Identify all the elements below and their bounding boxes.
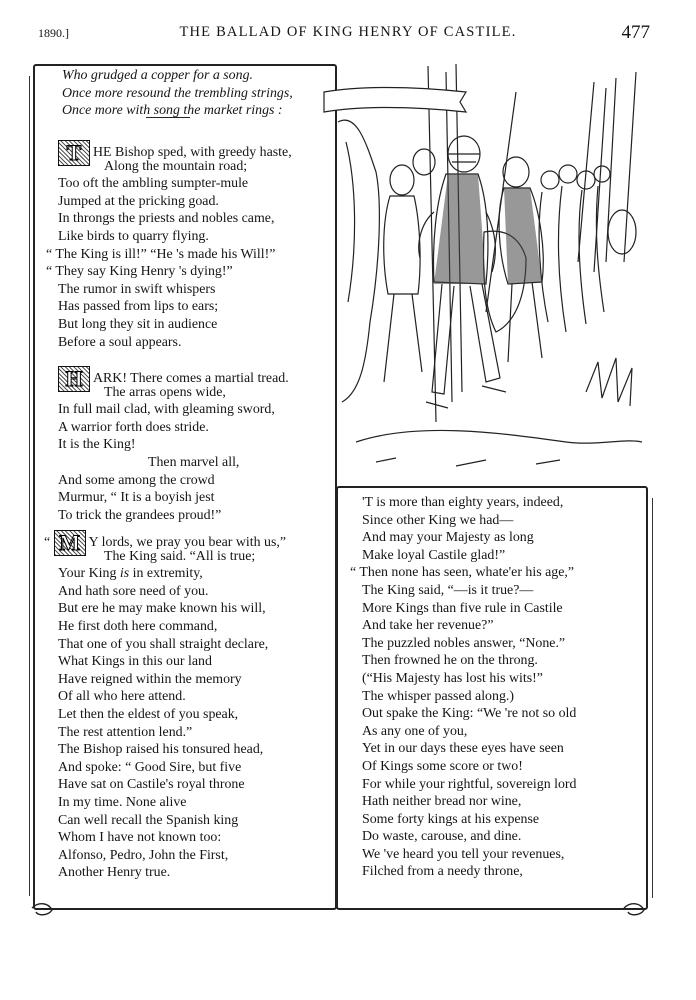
stanza-first-line [58, 366, 328, 391]
intro-line: Once more with song the market rings : [62, 103, 283, 119]
verse-line: In my time. None alive [58, 794, 187, 810]
verse-line: Of all who here attend. [58, 689, 186, 705]
verse-line: In full mail clad, with gleaming sword, [58, 402, 275, 418]
divider [146, 117, 190, 118]
verse-line: Have sat on Castile's royal throne [58, 777, 245, 793]
stanza-first-line [44, 530, 328, 555]
verse-line: The King said, “—is it true?— [362, 582, 534, 598]
verse-line: That one of you shall straight declare, [58, 636, 269, 652]
drop-cap: T [58, 140, 90, 166]
verse-line: Have reigned within the memory [58, 671, 242, 687]
verse-line: Like birds to quarry flying. [58, 228, 209, 244]
verse-line: Too oft the ambling sumpter-mule [58, 176, 249, 192]
verse-line: And spoke: “ Good Sire, but five [58, 759, 242, 775]
verse-line: The rumor in swift whispers [58, 281, 216, 297]
verse-line: He first doth here command, [58, 618, 218, 634]
verse-line: But ere he may make known his will, [58, 601, 266, 617]
verse-line: Some forty kings at his expense [362, 811, 540, 827]
verse-line: The Bishop raised his tonsured head, [58, 742, 264, 758]
verse-line: Do waste, carouse, and dine. [362, 829, 522, 845]
verse-line: The arras opens wide, [104, 384, 226, 400]
verse-line: Out spake the King: “We 're not so old [362, 706, 577, 722]
right-column [350, 494, 637, 881]
verse-line: But long they sit in audience [58, 316, 218, 332]
verse-line: It is the King! [58, 437, 136, 453]
stanza-2 [58, 366, 328, 524]
verse-line: More Kings than five rule in Castile [362, 600, 563, 616]
scroll-ornament [28, 900, 648, 920]
intro-line: Who grudged a copper for a song. [62, 68, 253, 83]
verse-line: Another Henry true. [58, 865, 171, 881]
drop-cap: H [58, 366, 90, 392]
verse-line: (“His Majesty has lost his wits!” [362, 670, 543, 686]
verse-line: Let then the eldest of you speak, [58, 706, 239, 722]
verse-line: Along the mountain road; [104, 158, 248, 174]
verse-line: Jumped at the pricking goad. [58, 193, 219, 209]
stanza-1 [46, 140, 328, 351]
verse-line: The King said. “All is true; [104, 548, 256, 564]
verse-line: Of Kings some score or two! [362, 758, 523, 774]
verse-line: “ The King is ill!” “He 's made his Will!” [46, 246, 276, 262]
verse-line: The whisper passed along.) [362, 688, 514, 704]
verse-line: To trick the grandees proud!” [58, 507, 222, 523]
header-title: THE BALLAD OF KING HENRY OF CASTILE. [179, 24, 517, 40]
verse-line: Alfonso, Pedro, John the First, [58, 847, 229, 863]
verse-line: Yet in our days these eyes have seen [362, 741, 564, 757]
first-line-text: Y lords, we pray you bear with us,” [88, 535, 287, 550]
verse-line: Then marvel all, [148, 454, 240, 470]
first-line-text: HE Bishop sped, with greedy haste, [93, 145, 292, 160]
verse-line: The puzzled nobles answer, “None.” [362, 635, 566, 651]
verse-line: Then frowned he on the throng. [362, 653, 538, 669]
intro-line: Once more resound the trembling strings, [62, 85, 293, 101]
verse-line: The rest attention lend.” [58, 724, 193, 740]
verse-line: Filched from a needy throne, [362, 864, 523, 880]
verse-line: And some among the crowd [58, 472, 215, 488]
verse-line: And take her revenue?” [362, 618, 494, 634]
verse-line: “ Then none has seen, whate'er his age,” [350, 565, 575, 581]
verse-line: Your King is in extremity, [58, 566, 203, 582]
verse-line: Make loyal Castile glad!” [362, 547, 506, 563]
drop-cap: M [54, 530, 86, 556]
verse-line: Whom I have not known too: [58, 830, 222, 846]
page-number: 477 [621, 22, 650, 43]
verse-line: “ They say King Henry 's dying!” [46, 264, 233, 280]
header-year: 1890.] [38, 26, 69, 40]
verse-line: Hath neither bread nor wine, [362, 794, 522, 810]
verse-line: Murmur, “ It is a boyish jest [58, 490, 215, 506]
verse-line: As any one of you, [362, 723, 468, 739]
verse-line: Since other King we had— [362, 512, 514, 528]
verse-line: Has passed from lips to ears; [58, 299, 219, 315]
verse-line: And may your Majesty as long [362, 530, 534, 546]
verse-line: Before a soul appears. [58, 334, 182, 350]
verse-line: And hath sore need of you. [58, 583, 209, 599]
verse-line: We 've heard you tell your revenues, [362, 846, 565, 862]
stanza-3 [44, 530, 328, 882]
open-quote: “ [44, 535, 51, 550]
first-line-text: ARK! There comes a martial tread. [93, 371, 289, 386]
page-header [0, 22, 696, 46]
stanza-first-line [58, 140, 328, 165]
verse-line: What Kings in this our land [58, 654, 212, 670]
banner-ornament [320, 84, 470, 124]
verse-line: In throngs the priests and nobles came, [58, 211, 275, 227]
verse-line: Can well recall the Spanish king [58, 812, 239, 828]
verse-line: 'T is more than eighty years, indeed, [362, 495, 564, 510]
verse-line: For while your rightful, sovereign lord [362, 776, 577, 792]
verse-line: A warrior forth does stride. [58, 419, 209, 435]
knight-illustration [336, 62, 646, 482]
left-column [58, 67, 328, 120]
